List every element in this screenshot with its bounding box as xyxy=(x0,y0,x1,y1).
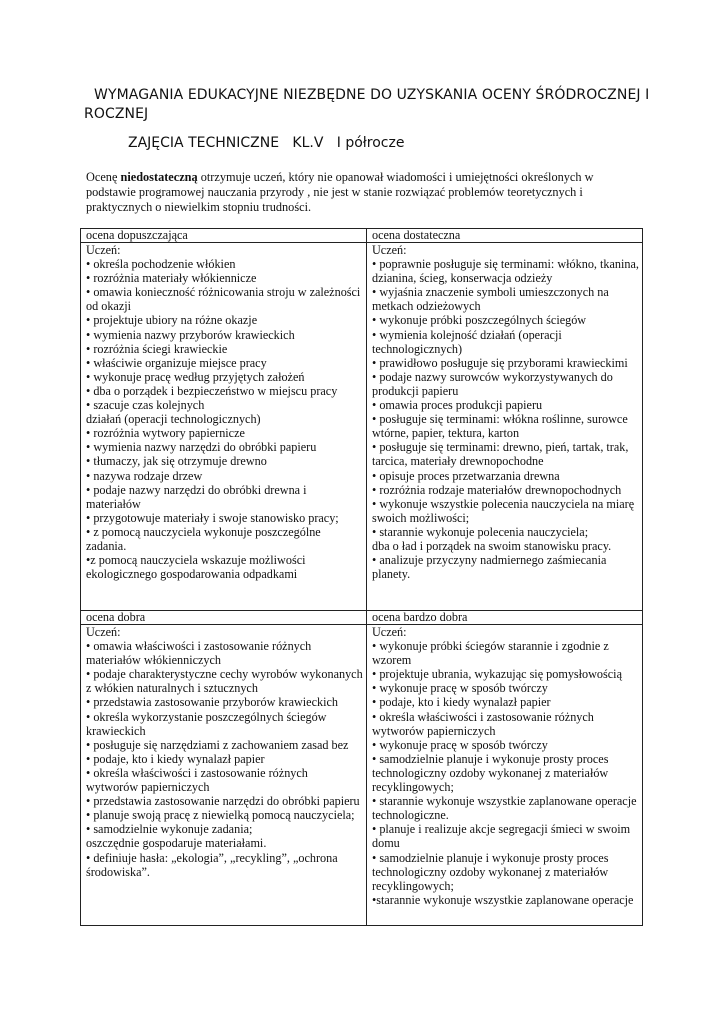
list-item: • wymienia nazwy narzędzi do obróbki papieru xyxy=(86,440,317,455)
list-item: • opisuje proces przetwarzania drewna xyxy=(372,468,560,483)
list-item: • tłumaczy, jak się otrzymuje drewno xyxy=(86,454,267,469)
cell-dostateczna xyxy=(367,243,643,611)
list-dopuszczajaca xyxy=(86,257,363,581)
list-item: • wykonuje pracę w sposób twórczy xyxy=(372,681,548,696)
list-item: • szacuje czas kolejnych xyxy=(86,398,205,413)
list-item: • wyjaśnia znaczenie symboli umieszczonych na metkach odzieżowych xyxy=(372,285,609,314)
header-dostateczna: ocena dostateczna xyxy=(367,229,643,243)
list-item: • wykonuje wszystkie polecenia nauczyciela na miarę swoich możliwości; xyxy=(372,496,635,525)
list-item: działań (operacji technologicznych) xyxy=(86,412,261,427)
list-item: • określa właściwości i zastosowanie różnych wytworów papierniczych xyxy=(86,765,308,795)
list-item: • starannie wykonuje wszystkie zaplanowane operacje technologiczne. xyxy=(372,794,637,823)
list-item: • określa pochodzenie włókien xyxy=(86,257,236,272)
list-item: • poprawnie posługuje się terminami: włókno, tkanina, dzianina, ścieg, konserwacja odzieży xyxy=(372,257,639,286)
list-item: dba o ład i porządek na swoim stanowisku pracy. xyxy=(372,538,612,553)
header-dopuszczajaca: ocena dopuszczająca xyxy=(81,229,367,243)
intro-post: otrzymuje uczeń, który nie opanował wiadomości i umiejętności określonych w podstawie programowej nauczania przyrody , nie jest w stanie rozwiązać problemów teoretycznych i praktycznych o niewielkim stopniu trudności. xyxy=(86,170,594,214)
list-item: • planuje i realizuje akcje segregacji śmieci w swoim domu xyxy=(372,822,631,851)
list-item: • rozróżnia rodzaje materiałów drewnopochodnych xyxy=(372,482,622,497)
grades-table-bottom xyxy=(80,610,643,926)
list-item: • rozróżnia wytwory papiernicze xyxy=(86,426,245,441)
list-item: • samodzielnie planuje i wykonuje prosty proces technologiczny ozdoby wykonanej z materiałów recyklingowych; xyxy=(372,850,609,893)
list-item: • przygotowuje materiały i swoje stanowisko pracy; xyxy=(86,510,339,525)
list-item: • wymienia kolejność działań (operacji technologicznych) xyxy=(372,327,562,356)
list-item: • rozróżnia materiały włókiennicze xyxy=(86,271,257,286)
list-item: • analizuje przyczyny nadmiernego zaśmiecania planety. xyxy=(372,553,607,582)
header-dobra: ocena dobra xyxy=(81,611,367,625)
list-item: • podaje nazwy surowców wykorzystywanych do produkcji papieru xyxy=(372,369,613,398)
lead-bardzo-dobra: Uczeń: xyxy=(372,625,407,639)
list-item: • wykonuje próbki ściegów starannie i zgodnie z wzorem xyxy=(372,639,609,668)
list-item: • z pomocą nauczyciela wykonuje poszczególne zadania. xyxy=(86,524,321,553)
list-item: • określa wykorzystanie poszczególnych ściegów krawieckich xyxy=(86,709,327,738)
list-item: • posługuje się terminami: włókna roślinne, surowce wtórne, papier, tektura, karton xyxy=(372,412,628,441)
header-bardzo-dobra: ocena bardzo dobra xyxy=(367,611,643,625)
list-item: • podaje, kto i kiedy wynalazł papier xyxy=(86,751,265,766)
list-item: • właściwie organizuje miejsce pracy xyxy=(86,355,267,370)
list-item: • wykonuje pracę według przyjętych założeń xyxy=(86,369,305,384)
list-item: • posługuje się narzędziami z zachowaniem zasad bez xyxy=(86,737,349,752)
list-bardzo-dobra xyxy=(372,639,639,907)
list-item: • wymienia nazwy przyborów krawieckich xyxy=(86,327,295,342)
list-item: • rozróżnia ściegi krawieckie xyxy=(86,341,228,356)
list-item: oszczędnie gospodaruje materiałami. xyxy=(86,836,267,851)
lead-dostateczna: Uczeń: xyxy=(372,243,407,257)
list-item: • samodzielnie wykonuje zadania; xyxy=(86,822,253,837)
list-item: • projektuje ubiory na różne okazje xyxy=(86,313,258,328)
list-item: • omawia konieczność różnicowania stroju w zależności od okazji xyxy=(86,285,361,314)
list-item: • prawidłowo posługuje się przyborami krawieckimi xyxy=(372,355,628,370)
cell-dobra xyxy=(81,625,367,926)
document-subtitle: ZAJĘCIA TECHNICZNE KL.V I półrocze xyxy=(128,135,405,151)
title-line-2: ROCZNEJ xyxy=(84,106,149,122)
list-dobra xyxy=(86,639,363,879)
list-item: • podaje, kto i kiedy wynalazł papier xyxy=(372,695,551,710)
grades-table-top xyxy=(80,228,643,611)
list-item: • samodzielnie planuje i wykonuje prosty proces technologiczny ozdoby wykonanej z materiałów recyklingowych; xyxy=(372,751,609,795)
list-item: • posługuje się terminami: drewno, pień, tartak, trak, tarcica, materiały drewnopochodne xyxy=(372,440,629,469)
lead-dopuszczajaca: Uczeń: xyxy=(86,243,121,257)
list-item: • omawia proces produkcji papieru xyxy=(372,398,543,413)
lead-dobra: Uczeń: xyxy=(86,625,121,639)
title-line-1: WYMAGANIA EDUKACYJNE NIEZBĘDNE DO UZYSKANIA OCENY ŚRÓDROCZNEJ I xyxy=(94,87,650,103)
list-item: • przedstawia zastosowanie przyborów krawieckich xyxy=(86,695,338,710)
list-item: • starannie wykonuje polecenia nauczyciela; xyxy=(372,524,589,539)
list-item: • nazywa rodzaje drzew xyxy=(86,468,203,483)
list-item: • określa właściwości i zastosowanie różnych wytworów papierniczych xyxy=(372,709,594,738)
cell-dopuszczajaca xyxy=(81,243,367,611)
list-item: • dba o porządek i bezpieczeństwo w miejscu pracy xyxy=(86,383,338,398)
list-item: • planuje swoją pracę z niewielką pomocą nauczyciela; xyxy=(86,808,355,823)
list-item: • omawia właściwości i zastosowanie różnych materiałów włókienniczych xyxy=(86,639,312,668)
list-item: • podaje charakterystyczne cechy wyrobów wykonanych z włókien naturalnych i sztucznych xyxy=(86,667,363,696)
list-item: •starannie wykonuje wszystkie zaplanowane operacje xyxy=(372,892,634,907)
list-item: • wykonuje pracę w sposób twórczy xyxy=(372,737,548,752)
list-item: • projektuje ubrania, wykazując się pomysłowością xyxy=(372,667,622,682)
list-item: • przedstawia zastosowanie narzędzi do obróbki papieru xyxy=(86,794,360,809)
list-item: • podaje nazwy narzędzi do obróbki drewna i materiałów xyxy=(86,482,307,511)
list-dostateczna xyxy=(372,257,639,581)
cell-bardzo-dobra xyxy=(367,625,643,926)
list-item: • definiuje hasła: „ekologia”, „recykling”, „ochrona środowiska”. xyxy=(86,850,338,879)
document-title xyxy=(84,86,664,124)
intro-bold: niedostateczną xyxy=(120,170,198,184)
intro-paragraph xyxy=(86,170,626,214)
intro-pre: Ocenę xyxy=(86,170,121,184)
list-item: • wykonuje próbki poszczególnych ściegów xyxy=(372,313,587,328)
list-item: •z pomocą nauczyciela wskazuje możliwości ekologicznego gospodarowania odpadkami xyxy=(86,553,306,582)
